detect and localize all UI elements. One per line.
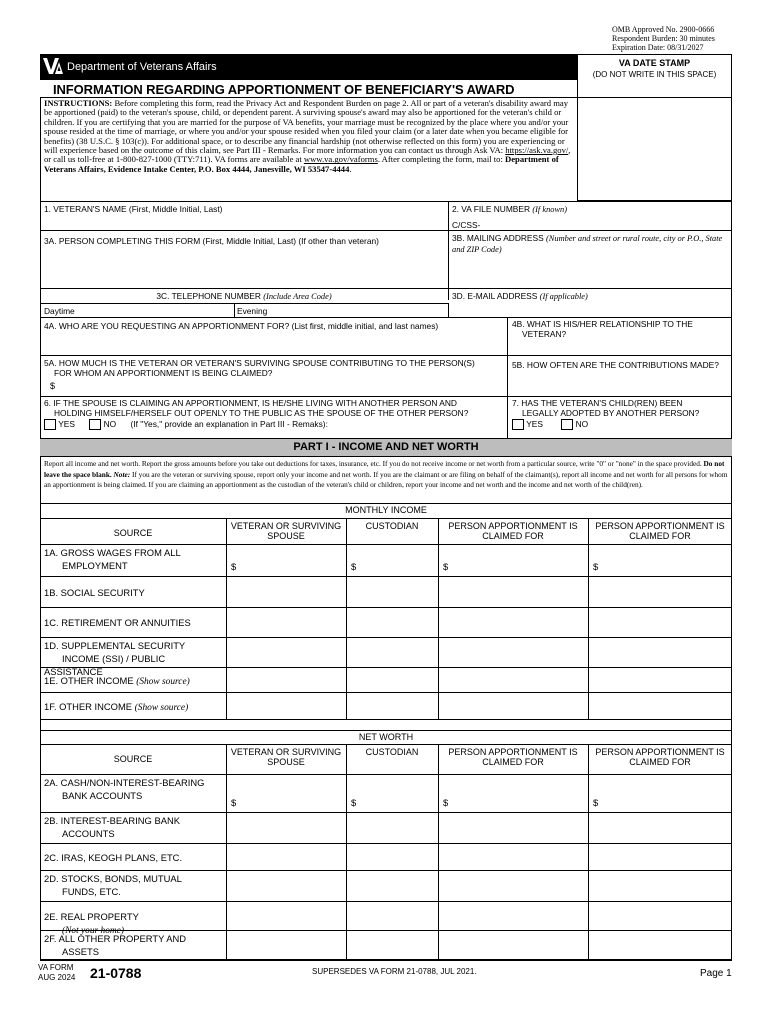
worth-amount-field[interactable] xyxy=(589,813,731,842)
income-col-header: SOURCE xyxy=(113,528,153,538)
dollar-sign: $ xyxy=(443,561,449,572)
va-file-number-label: 2. VA FILE NUMBER (If known) xyxy=(452,204,568,214)
apportionment-for-label: 4A. WHO ARE YOU REQUESTING AN APPORTIONMENT FOR? (List first, middle initial, and last names) xyxy=(44,321,439,331)
income-amount-field[interactable] xyxy=(347,668,437,691)
footer-supersedes: SUPERSEDES VA FORM 21-0788, JUL 2021. xyxy=(312,967,477,976)
worth-amount-field[interactable] xyxy=(347,931,437,959)
contribution-frequency-field[interactable] xyxy=(512,374,728,394)
income-section-title: MONTHLY INCOME xyxy=(345,505,427,515)
part1-instructions: Report all income and net worth. Report the gross amounts before you take out deductions for taxes, insurance, etc. If you do not receive income or net worth from a particular source, write "0" or "none" in the space provided. Do not leave the space blank. Note: If you are the veteran or surviving spouse, report only your income and net worth. If you are the claimant or are filing on behalf of the claimant(s), report all income and net worth for all persons for whom an apportionment is being claimed. If you are claiming an apportionment as the custodian of the veteran's child or children, report your income and net worth and the income and net worth of the child(ren). xyxy=(44,459,728,489)
worth-col-header: SOURCE xyxy=(113,754,153,764)
worth-col-header: PERSON APPORTIONMENT IS CLAIMED FOR xyxy=(595,747,725,767)
income-amount-field[interactable] xyxy=(347,608,437,636)
income-amount-field[interactable] xyxy=(439,608,587,636)
relationship-field[interactable] xyxy=(512,340,728,354)
income-amount-field[interactable] xyxy=(347,693,437,718)
footer-page-number: Page 1 xyxy=(700,968,732,979)
css-label: C/CSS- xyxy=(452,220,481,230)
veteran-name-field[interactable] xyxy=(44,215,444,229)
worth-amount-field[interactable] xyxy=(589,871,731,900)
agency-bar xyxy=(40,54,577,80)
worth-amount-field[interactable] xyxy=(439,844,587,869)
worth-row-label: 2B. INTEREST-BEARING BANK ACCOUNTS xyxy=(44,815,180,839)
income-row-label: 1E. OTHER INCOME (Show source) xyxy=(44,674,190,687)
income-row-label: 1D. SUPPLEMENTAL SECURITY INCOME (SSI) / PUBLIC ASSISTANCE xyxy=(44,640,186,677)
child-adopted-label: 7. HAS THE VETERAN'S CHILD(REN) BEEN LEGALLY ADOPTED BY ANOTHER PERSON? xyxy=(512,398,700,418)
evening-phone-field[interactable] xyxy=(275,304,443,316)
q7-yes-label: YES xyxy=(526,419,543,429)
vaforms-link[interactable]: www.va.gov/vaforms xyxy=(303,154,378,165)
evening-label: Evening xyxy=(237,306,268,316)
worth-amount-field[interactable] xyxy=(439,871,587,900)
instructions-text-3: . After completing the form, mail to: xyxy=(377,154,506,165)
worth-amount-field[interactable] xyxy=(347,775,437,811)
income-amount-field[interactable] xyxy=(347,577,437,606)
worth-amount-field[interactable] xyxy=(589,775,731,811)
income-row-label: 1F. OTHER INCOME (Show source) xyxy=(44,700,189,713)
income-col-header: PERSON APPORTIONMENT IS CLAIMED FOR xyxy=(448,521,578,541)
q7-no-label: NO xyxy=(575,419,589,429)
worth-amount-field[interactable] xyxy=(439,813,587,842)
income-row-label: 1C. RETIREMENT OR ANNUITIES xyxy=(44,617,191,628)
dollar-sign: $ xyxy=(351,561,357,572)
veteran-name-label: 1. VETERAN'S NAME (First, Middle Initial, Last) xyxy=(44,204,223,214)
income-amount-field[interactable] xyxy=(589,577,731,606)
omb-number: OMB Approved No. 2900-0666 xyxy=(612,25,715,34)
income-amount-field[interactable] xyxy=(439,545,587,575)
income-amount-field[interactable] xyxy=(589,545,731,575)
q6-yes-checkbox[interactable] xyxy=(44,419,56,430)
footer-form-label: VA FORM AUG 2024 xyxy=(38,963,76,982)
income-amount-field[interactable] xyxy=(227,638,345,666)
income-amount-field[interactable] xyxy=(439,668,587,691)
expiration-date: Expiration Date: 08/31/2027 xyxy=(612,43,704,52)
dollar-sign: $ xyxy=(593,797,599,808)
income-amount-field[interactable] xyxy=(439,693,587,718)
income-amount-field[interactable] xyxy=(589,693,731,718)
income-amount-field[interactable] xyxy=(589,668,731,691)
dollar-sign: $ xyxy=(593,561,599,572)
income-col-header: CUSTODIAN xyxy=(365,521,419,531)
spouse-living-label: 6. IF THE SPOUSE IS CLAIMING AN APPORTIONMENT, IS HE/SHE LIVING WITH ANOTHER PERSON AND HOLDING HIMSELF/HERSELF OUT OPENLY TO THE PUBLIC AS THE SPOUSE OF THE OTHER PERSON? xyxy=(44,398,469,418)
part1-title: PART I - INCOME AND NET WORTH xyxy=(293,441,479,453)
person-completing-label: 3A. PERSON COMPLETING THIS FORM (First, Middle Initial, Last) (If other than veteran) xyxy=(44,236,379,246)
contribution-amount-label: 5A. HOW MUCH IS THE VETERAN OR VETERAN'S SURVIVING SPOUSE CONTRIBUTING TO THE PERSON(S) FOR WHOM AN APPORTIONMENT IS BEING CLAIMED? xyxy=(44,358,475,378)
person-completing-field[interactable] xyxy=(44,248,444,284)
worth-col-header: VETERAN OR SURVIVING SPOUSE xyxy=(230,747,342,767)
worth-amount-field[interactable] xyxy=(227,902,345,929)
income-amount-field[interactable] xyxy=(227,577,345,606)
worth-section-title: NET WORTH xyxy=(358,732,414,742)
income-row-label: 1A. GROSS WAGES FROM ALL EMPLOYMENT xyxy=(44,547,181,571)
dollar-sign: $ xyxy=(443,797,449,808)
income-col-header: VETERAN OR SURVIVING SPOUSE xyxy=(230,521,342,541)
email-field[interactable] xyxy=(452,303,728,316)
worth-col-header: CUSTODIAN xyxy=(365,747,419,757)
worth-amount-field[interactable] xyxy=(227,775,345,811)
worth-amount-field[interactable] xyxy=(347,813,437,842)
dollar-sign: $ xyxy=(231,561,237,572)
worth-row-label: 2A. CASH/NON-INTEREST-BEARING BANK ACCOUNTS xyxy=(44,777,205,801)
worth-amount-field[interactable] xyxy=(439,931,587,959)
worth-amount-field[interactable] xyxy=(347,902,437,929)
income-amount-field[interactable] xyxy=(227,545,345,575)
va-file-number-field[interactable] xyxy=(480,218,728,230)
form-title: INFORMATION REGARDING APPORTIONMENT OF BENEFICIARY'S AWARD xyxy=(53,82,515,97)
worth-amount-field[interactable] xyxy=(227,844,345,869)
q7-yes-checkbox[interactable] xyxy=(512,419,524,430)
worth-amount-field[interactable] xyxy=(439,902,587,929)
worth-amount-field[interactable] xyxy=(227,813,345,842)
contribution-amount-field[interactable] xyxy=(60,380,500,393)
footer-form-number: 21-0788 xyxy=(90,965,142,981)
dollar-sign: $ xyxy=(351,797,357,808)
worth-amount-field[interactable] xyxy=(589,844,731,869)
telephone-label: 3C. TELEPHONE NUMBER (Include Area Code) xyxy=(156,291,332,301)
daytime-label: Daytime xyxy=(44,306,75,316)
email-label: 3D. E-MAIL ADDRESS (If applicable) xyxy=(452,291,588,301)
daytime-phone-field[interactable] xyxy=(82,304,230,316)
income-amount-field[interactable] xyxy=(227,693,345,718)
worth-amount-field[interactable] xyxy=(347,844,437,869)
income-amount-field[interactable] xyxy=(227,668,345,691)
agency-name: Department of Veterans Affairs xyxy=(67,61,217,73)
q6-options xyxy=(44,419,328,430)
income-amount-field[interactable] xyxy=(347,638,437,666)
omb-block xyxy=(612,25,715,52)
worth-row-label: 2C. IRAS, KEOGH PLANS, ETC. xyxy=(44,851,183,863)
q7-options xyxy=(512,419,588,430)
dollar-sign: $ xyxy=(50,381,56,391)
income-amount-field[interactable] xyxy=(439,638,587,666)
income-amount-field[interactable] xyxy=(589,638,731,666)
worth-row-label: 2F. ALL OTHER PROPERTY AND ASSETS xyxy=(44,933,187,957)
instructions-text: Before completing this form, read the Privacy Act and Respondent Burden on page 2. All or part of a veteran's disability award may be apportioned (paid) to the veteran's spouse, child, or dependent parent. A surviving spouse's award may also be apportioned for the veteran's child or children. If you are certifying that you are married for the purpose of VA benefits, your marriage must be recognized by the place where you and/or your spouse resided at the time of marriage, or where you and/or your spouse resided when you filed your claim (or a later date when you became eligible for benefits) (38 U.S.C. § 103(c)). For additional space, or to describe any financial hardship (not otherwise reflected on this form) you are experiencing or will experience based on the outcome of this claim, see Part III - Remarks. For more information you can contact us through Ask VA: xyxy=(44,98,569,156)
worth-col-header: PERSON APPORTIONMENT IS CLAIMED FOR xyxy=(448,747,578,767)
worth-row-label: 2E. REAL PROPERTY (Not your home) xyxy=(44,910,139,936)
worth-amount-field[interactable] xyxy=(439,775,587,811)
income-amount-field[interactable] xyxy=(227,608,345,636)
va-seal-logo xyxy=(42,56,64,76)
worth-amount-field[interactable] xyxy=(347,871,437,900)
ask-va-link[interactable]: https://ask.va.gov/ xyxy=(505,145,569,156)
relationship-label: 4B. WHAT IS HIS/HER RELATIONSHIP TO THE VETERAN? xyxy=(512,319,693,339)
dollar-sign: $ xyxy=(231,797,237,808)
respondent-burden: Respondent Burden: 30 minutes xyxy=(612,34,715,43)
income-row-label: 1B. SOCIAL SECURITY xyxy=(44,586,145,598)
income-amount-field[interactable] xyxy=(347,545,437,575)
income-col-header: PERSON APPORTIONMENT IS CLAIMED FOR xyxy=(595,521,725,541)
q6-yes-label: YES xyxy=(58,419,75,429)
mailing-address-label: 3B. MAILING ADDRESS (Number and street or rural route, city or P.O., State and ZIP Code) xyxy=(452,233,723,254)
worth-amount-field[interactable] xyxy=(589,931,731,959)
instructions: INSTRUCTIONS: Before completing this form, read the Privacy Act and Respondent Burden on page 2. All or part of a veteran's disability award may be apportioned (paid) to the veteran's spouse, child, or dependent parent. A surviving spouse's award may also be apportioned for the veteran's child or children. If you are certifying that you are married for the purpose of VA benefits, your marriage must be recognized by the place where you and/or your spouse resided at the time of marriage, or where you and/or your spouse resided when you filed your claim (or a later date when you became eligible for benefits) (38 U.S.C. § 103(c)). For additional space, or to describe any financial hardship (not otherwise reflected on this form) you are experiencing or will experience based on the outcome of this claim, see Part III - Remarks. For more information you can contact us through Ask VA: https://ask.va.gov/, or call us toll-free at 1-800-827-1000 (TTY:711). VA forms are available at www.va.gov/vaforms. After completing the form, mail to: Department of Veterans Affairs, Evidence Intake Center, P.O. Box 4444, Janesville, WI 53547-4444. xyxy=(44,98,571,174)
income-amount-field[interactable] xyxy=(439,577,587,606)
instructions-label: INSTRUCTIONS: xyxy=(44,98,113,108)
q6-no-label: NO xyxy=(103,419,117,429)
worth-row-label: 2D. STOCKS, BONDS, MUTUAL FUNDS, ETC. xyxy=(44,873,182,897)
q6-no-checkbox[interactable] xyxy=(89,419,101,430)
mailing-address: Department of Veterans Affairs, Evidence Intake Center, P.O. Box 4444, Janesville, WI 53547-4444 xyxy=(44,154,559,174)
worth-amount-field[interactable] xyxy=(227,931,345,959)
date-stamp-label: VA DATE STAMP xyxy=(618,58,691,68)
q6-note: (If "Yes," provide an explanation in Part III - Remaks): xyxy=(130,419,328,429)
apportionment-for-field[interactable] xyxy=(44,332,502,352)
q7-no-checkbox[interactable] xyxy=(561,419,573,430)
worth-amount-field[interactable] xyxy=(227,871,345,900)
contribution-frequency-label: 5B. HOW OFTEN ARE THE CONTRIBUTIONS MADE? xyxy=(512,360,719,370)
instructions-text-2: , or call us toll-free at 1-800-827-1000 (TTY:711). VA forms are available at xyxy=(44,145,571,165)
date-stamp-note: (DO NOT WRITE IN THIS SPACE) xyxy=(592,70,717,79)
mailing-address-field[interactable] xyxy=(452,256,728,286)
income-amount-field[interactable] xyxy=(589,608,731,636)
worth-amount-field[interactable] xyxy=(589,902,731,929)
